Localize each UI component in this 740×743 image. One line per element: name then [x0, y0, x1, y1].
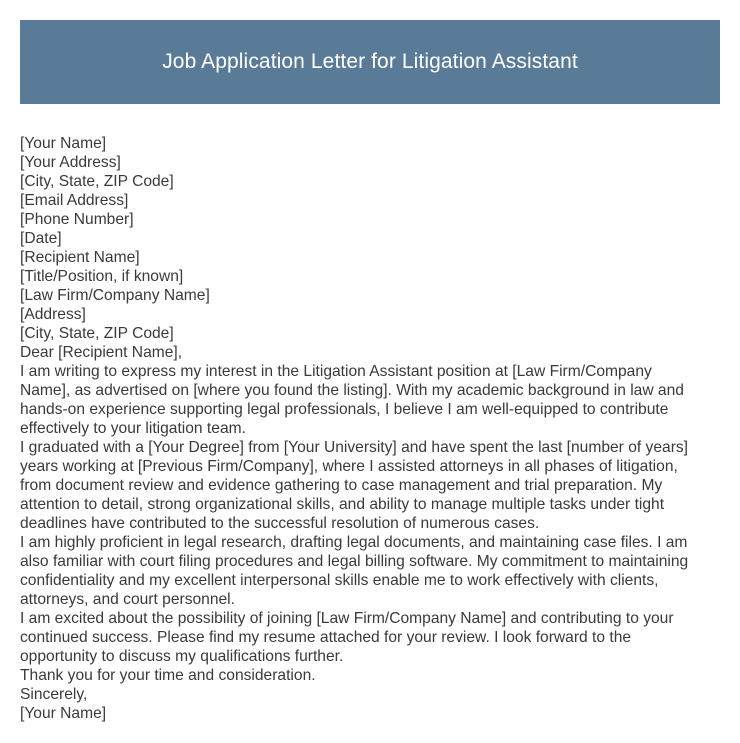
- paragraph-line: attention to detail, strong organizational skills, and ability to manage multiple tasks under tight: [20, 496, 665, 513]
- paragraph-line: effectively to your litigation team.: [20, 420, 246, 437]
- body-paragraph-2: [20, 438, 726, 533]
- recipient-address: [Address]: [20, 306, 86, 323]
- paragraph-line: I am highly proficient in legal research, drafting legal documents, and maintaining case files. I am: [20, 534, 688, 551]
- paragraph-line: Thank you for your time and consideration.: [20, 667, 316, 684]
- body-paragraph-1: [20, 362, 726, 438]
- paragraph-line: confidentiality and my excellent interpersonal skills enable me to work effectively with clients,: [20, 572, 659, 589]
- paragraph-line: continued success. Please find my resume attached for your review. I look forward to the: [20, 629, 632, 646]
- sender-email: [Email Address]: [20, 192, 129, 209]
- recipient-block: [20, 248, 726, 343]
- sender-address: [Your Address]: [20, 154, 121, 171]
- paragraph-line: I graduated with a [Your Degree] from [Your University] and have spent the last [number of years]: [20, 439, 689, 456]
- title-banner: [20, 20, 720, 104]
- recipient-city-state-zip: [City, State, ZIP Code]: [20, 325, 174, 342]
- letter-body: [20, 134, 726, 723]
- recipient-company: [Law Firm/Company Name]: [20, 287, 210, 304]
- paragraph-line: from document review and evidence gathering to case management and trial preparation. My: [20, 477, 663, 494]
- body-paragraph-4: [20, 609, 726, 666]
- sender-name: [Your Name]: [20, 135, 107, 152]
- sender-phone: [Phone Number]: [20, 211, 134, 228]
- body-paragraph-5: [20, 666, 726, 685]
- recipient-name: [Recipient Name]: [20, 249, 140, 266]
- paragraph-line: hands-on experience supporting legal professionals, I believe I am well-equipped to contribute: [20, 401, 669, 418]
- salutation: Dear [Recipient Name],: [20, 344, 183, 361]
- recipient-title: [Title/Position, if known]: [20, 268, 184, 285]
- signature: [Your Name]: [20, 705, 107, 722]
- paragraph-line: I am excited about the possibility of joining [Law Firm/Company Name] and contributing to your: [20, 610, 674, 627]
- letter-date: [Date]: [20, 230, 62, 247]
- paragraph-line: also familiar with court filing procedures and legal billing software. My commitment to maintaining: [20, 553, 689, 570]
- closing: Sincerely,: [20, 686, 88, 703]
- body-paragraph-3: [20, 533, 726, 609]
- sender-block: [20, 134, 726, 248]
- paragraph-line: opportunity to discuss my qualifications further.: [20, 648, 344, 665]
- paragraph-line: Name], as advertised on [where you found the listing]. With my academic background in law and: [20, 382, 684, 399]
- paragraph-line: deadlines have contributed to the successful resolution of numerous cases.: [20, 515, 540, 532]
- page-title: Job Application Letter for Litigation Assistant: [162, 50, 578, 73]
- paragraph-line: I am writing to express my interest in the Litigation Assistant position at [Law Firm/Company: [20, 363, 652, 380]
- paragraph-line: years working at [Previous Firm/Company], where I assisted attorneys in all phases of litigation,: [20, 458, 678, 475]
- sender-city-state-zip: [City, State, ZIP Code]: [20, 173, 174, 190]
- paragraph-line: attorneys, and court personnel.: [20, 591, 235, 608]
